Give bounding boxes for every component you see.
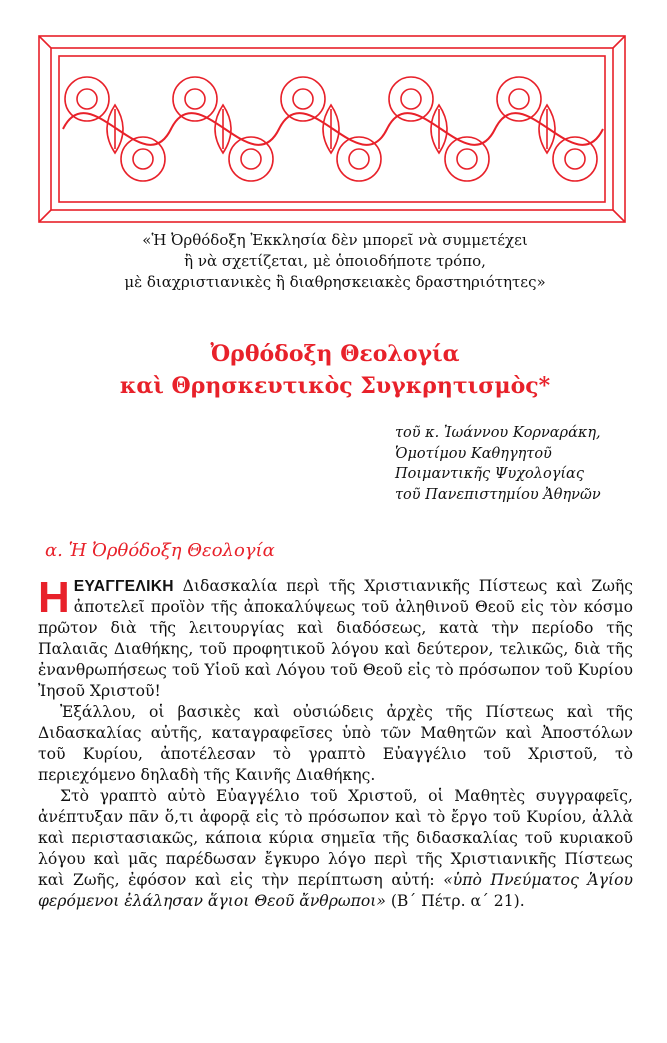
drop-cap: Η xyxy=(38,573,70,622)
title-line-2: καὶ Θρησκευτικὸς Συγκρητισμὸς* xyxy=(119,373,551,399)
title-line-1: Ὀρθόδοξη Θεολογία xyxy=(210,341,460,367)
epigraph-quote xyxy=(40,230,630,293)
quote-line: «Ἡ Ὀρθόδοξη Ἐκκλησία δὲν μπορεῖ νὰ συμμετέχει xyxy=(142,231,528,249)
scroll-inner-circle xyxy=(133,149,153,169)
author-byline xyxy=(395,423,660,505)
ornament-border xyxy=(37,34,627,224)
paragraph-1-text: Διδασκαλία περὶ τῆς Χριστιανικῆς Πίστεως καὶ Ζωῆς ἀποτελεῖ προϊὸν τῆς ἀποκαλύψεως τοῦ ἀληθινοῦ Θεοῦ εἰς τὸν κόσμο πρῶτον διὰ τῆς λειτουργίας καὶ διαδόσεως, κατὰ τὴν περίοδο τῆς Παλαιᾶς Διαθήκης, τοῦ προφητικοῦ λόγου καὶ δεύτερον, τελικῶς, διὰ τῆς ἐνανθρωπήσεως τοῦ Υἱοῦ καὶ Λόγου τοῦ Θεοῦ εἰς τὸ πρόσωπον τοῦ Κυρίου Ἰησοῦ Χριστοῦ! xyxy=(38,577,633,700)
scroll-inner-circle xyxy=(185,89,205,109)
scroll-inner-circle xyxy=(457,149,477,169)
lead-word: ΕΥΑΓΓΕΛΙΚΗ xyxy=(73,578,174,595)
quote-line: ἢ νὰ σχετίζεται, μὲ ὁποιοδήποτε τρόπο, xyxy=(184,252,486,270)
paragraph-2: Ἐξάλλου, οἱ βασικὲς καὶ οὐσιώδεις ἀρχὲς τῆς Πίστεως καὶ τῆς Διδασκαλίας αὐτῆς, καταγραφεῖσες ὑπὸ τῶν Μαθητῶν καὶ Ἀποστόλων τοῦ Κυρίου, ἀποτέλεσαν τὸ γραπτὸ Εὐαγγέλιο τοῦ Χριστοῦ, τὸ περιεχόμενο δηλαδὴ τῆς Καινῆς Διαθήκης. xyxy=(38,703,633,784)
vine-stem xyxy=(63,113,603,145)
paragraph-1 xyxy=(38,573,633,702)
scripture-quote: «ὑπὸ Πνεύματος Ἁγίου φερόμενοι ἐλάλησαν ἅγιοι Θεοῦ ἄνθρωποι» xyxy=(38,871,633,910)
paragraph-3-text: Στὸ γραπτὸ αὐτὸ Εὐαγγέλιο τοῦ Χριστοῦ, οἱ Μαθητὲς συγγραφεῖς, ἀνέπτυξαν πᾶν ὅ,τι ἀφορᾷ εἰς τὸ πρόσωπον καὶ τὸ ἔργο τοῦ Κυρίου, ἀλλὰ καὶ περιστασιακῶς, κάποια κύρια σημεῖα τῆς διδασκαλίας τοῦ κυριακοῦ λόγου καὶ μᾶς παρέδωσαν ἔγκυρο λόγο περὶ τῆς Χριστιανικῆς Πίστεως καὶ Ζωῆς, ἐφόσον καὶ εἰς τὴν περίπτωση αὐτή: xyxy=(38,787,633,889)
scroll-inner-circle xyxy=(77,89,97,109)
author-line: τοῦ Πανεπιστημίου Ἀθηνῶν xyxy=(395,486,601,503)
author-line: Ὁμοτίμου Καθηγητοῦ xyxy=(395,445,552,462)
scroll-inner-circle xyxy=(509,89,529,109)
article-title xyxy=(40,338,630,402)
scroll-inner-circle xyxy=(401,89,421,109)
section-heading: α. Ἡ Ὀρθόδοξη Θεολογία xyxy=(45,540,275,561)
scroll-inner-circle xyxy=(241,149,261,169)
scroll-inner-circle xyxy=(293,89,313,109)
quote-line: μὲ διαχριστιανικὲς ἢ διαθρησκειακὲς δραστηριότητες» xyxy=(124,273,546,291)
scroll-inner-circle xyxy=(349,149,369,169)
author-line: Ποιμαντικῆς Ψυχολογίας xyxy=(395,466,584,482)
author-line: τοῦ κ. Ἰωάννου Κορναράκη, xyxy=(395,425,601,441)
paragraph-3 xyxy=(38,786,633,912)
scroll-inner-circle xyxy=(565,149,585,169)
article-body xyxy=(38,573,633,912)
scripture-reference: (Β´ Πέτρ. α´ 21). xyxy=(385,892,525,910)
